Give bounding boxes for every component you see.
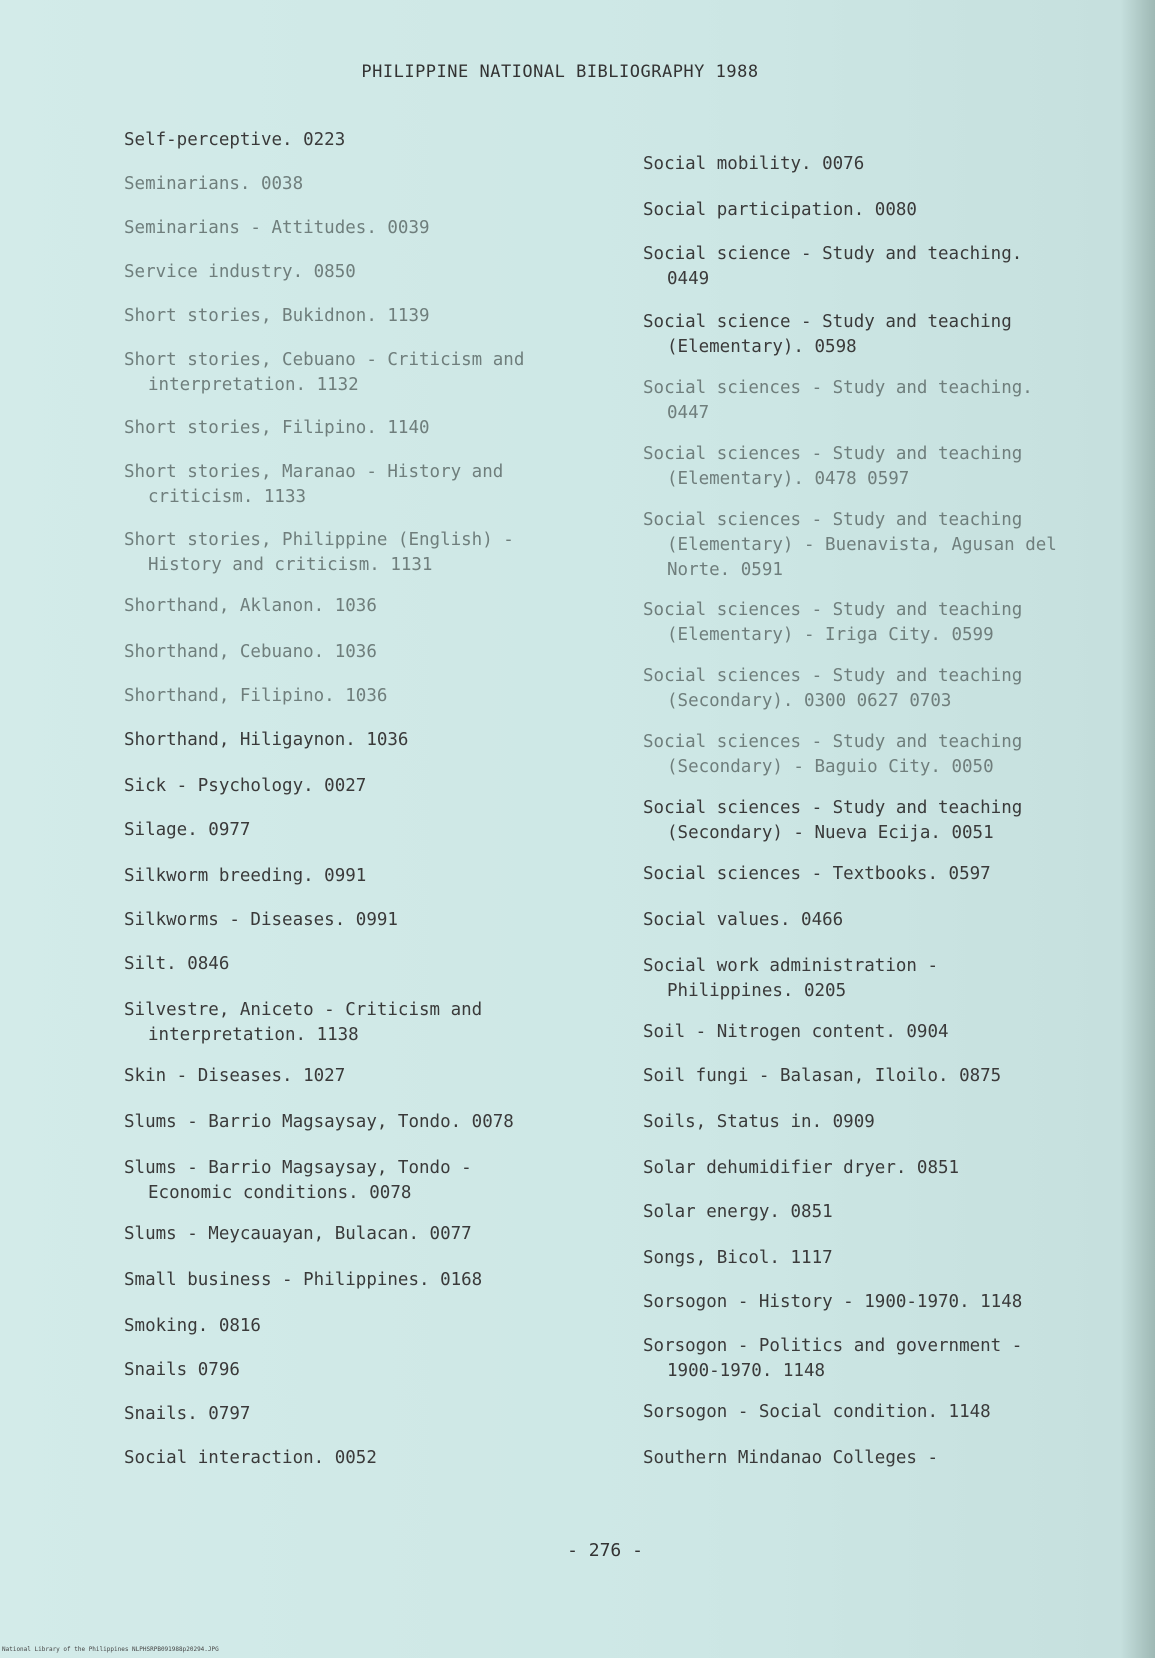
entry-heading: Shorthand, Filipino. 1036: [124, 686, 388, 706]
entry-continuation: criticism. 1133: [148, 487, 307, 507]
entry-heading: Skin - Diseases. 1027: [124, 1066, 346, 1086]
entry-heading: Slums - Barrio Magsaysay, Tondo -: [124, 1158, 472, 1178]
entry-heading: Short stories, Bukidnon. 1139: [124, 306, 430, 326]
index-entry: [124, 260, 356, 285]
index-entry: [124, 998, 482, 1048]
entry-heading: Social interaction. 0052: [124, 1448, 377, 1468]
entry-heading: Silt. 0846: [124, 954, 230, 974]
entry-heading: Social sciences - Study and teaching: [643, 666, 1023, 686]
entry-heading: Service industry. 0850: [124, 262, 356, 282]
index-entry: [124, 216, 430, 241]
index-entry: [124, 864, 366, 889]
index-entry: [124, 1156, 472, 1206]
entry-continuation: interpretation. 1132: [148, 375, 359, 395]
index-entry: [643, 1110, 875, 1135]
entry-heading: Soil fungi - Balasan, Iloilo. 0875: [643, 1066, 1002, 1086]
index-entry: [124, 818, 250, 843]
entry-heading: Silage. 0977: [124, 820, 251, 840]
index-entry: [124, 1110, 514, 1135]
index-entry: [124, 416, 430, 441]
index-entry: [124, 952, 229, 977]
index-entry: [124, 774, 366, 799]
index-entry: [124, 728, 408, 753]
index-entry: [643, 198, 917, 223]
entry-continuation: (Elementary) - Iriga City. 0599: [667, 625, 994, 645]
entry-heading: Snails 0796: [124, 1360, 240, 1380]
index-entry: [124, 128, 345, 153]
entry-heading: Silvestre, Aniceto - Criticism and: [124, 1000, 483, 1020]
index-entry: [643, 1246, 833, 1271]
entry-heading: Short stories, Cebuano - Criticism and: [124, 350, 525, 370]
entry-heading: Shorthand, Hiligaynon. 1036: [124, 730, 409, 750]
entry-heading: Sick - Psychology. 0027: [124, 776, 367, 796]
index-entry: [643, 310, 1012, 360]
index-entry: [643, 1290, 1022, 1315]
entry-heading: Social work administration -: [643, 956, 939, 976]
entry-heading: Social participation. 0080: [643, 200, 917, 220]
entry-continuation: Philippines. 0205: [667, 981, 847, 1001]
index-entry: [124, 908, 398, 933]
page-title: PHILIPPINE NATIONAL BIBLIOGRAPHY 1988: [361, 62, 759, 82]
entry-continuation: 1900-1970. 1148: [667, 1361, 826, 1381]
index-entry: [643, 442, 1022, 492]
entry-heading: Social science - Study and teaching.: [643, 244, 1023, 264]
index-entry: [643, 664, 1022, 714]
entry-heading: Social mobility. 0076: [643, 154, 865, 174]
entry-heading: Social science - Study and teaching: [643, 312, 1012, 332]
index-entry: [643, 242, 1022, 292]
index-entry: [643, 908, 843, 933]
entry-heading: Social sciences - Textbooks. 0597: [643, 864, 991, 884]
entry-heading: Sorsogon - History - 1900-1970. 1148: [643, 1292, 1023, 1312]
index-entry: [124, 172, 303, 197]
entry-heading: Sorsogon - Social condition. 1148: [643, 1402, 991, 1422]
entry-heading: Social sciences - Study and teaching: [643, 798, 1023, 818]
entry-continuation: interpretation. 1138: [148, 1025, 359, 1045]
index-entry: [643, 508, 1057, 583]
entry-heading: Southern Mindanao Colleges -: [643, 1448, 939, 1468]
entry-heading: Slums - Meycauayan, Bulacan. 0077: [124, 1224, 472, 1244]
entry-continuation: (Elementary). 0598: [667, 337, 857, 357]
index-entry: [124, 304, 430, 329]
entry-heading: Social sciences - Study and teaching: [643, 444, 1023, 464]
entry-heading: Social sciences - Study and teaching.: [643, 378, 1033, 398]
entry-heading: Shorthand, Aklanon. 1036: [124, 596, 377, 616]
index-entry: [643, 1020, 949, 1045]
entry-heading: Shorthand, Cebuano. 1036: [124, 642, 377, 662]
entry-continuation: Norte. 0591: [667, 560, 783, 580]
entry-heading: Seminarians. 0038: [124, 174, 304, 194]
index-entry: [124, 1314, 261, 1339]
index-entry: [643, 1156, 959, 1181]
index-entry: [124, 1064, 345, 1089]
entry-heading: Silkworm breeding. 0991: [124, 866, 367, 886]
entry-heading: Social sciences - Study and teaching: [643, 732, 1023, 752]
entry-continuation: (Secondary) - Baguio City. 0050: [667, 757, 994, 777]
index-entry: [124, 1358, 240, 1383]
entry-heading: Short stories, Filipino. 1140: [124, 418, 430, 438]
entry-continuation: 0447: [667, 403, 710, 423]
entry-heading: Social sciences - Study and teaching: [643, 510, 1023, 530]
index-entry: [124, 640, 377, 665]
index-entry: [643, 152, 864, 177]
index-entry: [124, 1402, 250, 1427]
entry-heading: Social values. 0466: [643, 910, 844, 930]
entry-continuation: 0449: [667, 269, 710, 289]
index-entry: [643, 730, 1022, 780]
entry-continuation: Economic conditions. 0078: [148, 1183, 412, 1203]
entry-heading: Social sciences - Study and teaching: [643, 600, 1023, 620]
index-entry: [643, 1064, 1001, 1089]
index-entry: [124, 684, 387, 709]
entry-continuation: (Elementary). 0478 0597: [667, 469, 910, 489]
entry-heading: Self-perceptive. 0223: [124, 130, 346, 150]
entry-heading: Short stories, Maranao - History and: [124, 462, 504, 482]
index-entry: [643, 1400, 991, 1425]
index-entry: [643, 954, 938, 1004]
entry-continuation: (Secondary) - Nueva Ecija. 0051: [667, 823, 994, 843]
entry-heading: Soil - Nitrogen content. 0904: [643, 1022, 949, 1042]
entry-heading: Seminarians - Attitudes. 0039: [124, 218, 430, 238]
index-entry: [643, 1334, 1022, 1384]
entry-heading: Snails. 0797: [124, 1404, 251, 1424]
entry-heading: Short stories, Philippine (English) -: [124, 530, 514, 550]
entry-continuation: History and criticism. 1131: [148, 555, 433, 575]
entry-continuation: (Elementary) - Buenavista, Agusan del: [667, 535, 1057, 555]
entry-heading: Sorsogon - Politics and government -: [643, 1336, 1023, 1356]
entry-heading: Soils, Status in. 0909: [643, 1112, 875, 1132]
entry-heading: Smoking. 0816: [124, 1316, 261, 1336]
index-entry: [124, 1446, 377, 1471]
entry-continuation: (Secondary). 0300 0627 0703: [667, 691, 952, 711]
index-entry: [124, 348, 524, 398]
entry-heading: Songs, Bicol. 1117: [643, 1248, 833, 1268]
entry-heading: Small business - Philippines. 0168: [124, 1270, 483, 1290]
entry-heading: Solar dehumidifier dryer. 0851: [643, 1158, 960, 1178]
index-entry: [643, 1200, 833, 1225]
index-entry: [643, 376, 1033, 426]
index-entry: [643, 862, 991, 887]
page-number: - 276 -: [567, 1540, 643, 1561]
index-entry: [124, 594, 377, 619]
index-entry: [124, 528, 514, 578]
index-entry: [124, 460, 503, 510]
index-entry: [643, 1446, 938, 1471]
entry-heading: Slums - Barrio Magsaysay, Tondo. 0078: [124, 1112, 514, 1132]
index-entry: [124, 1222, 472, 1247]
index-entry: [643, 796, 1022, 846]
scan-credit: National Library of the Philippines NLPHSRPB091988p20294.JPG: [2, 1646, 219, 1653]
entry-heading: Solar energy. 0851: [643, 1202, 833, 1222]
entry-heading: Silkworms - Diseases. 0991: [124, 910, 398, 930]
index-entry: [124, 1268, 482, 1293]
index-entry: [643, 598, 1022, 648]
